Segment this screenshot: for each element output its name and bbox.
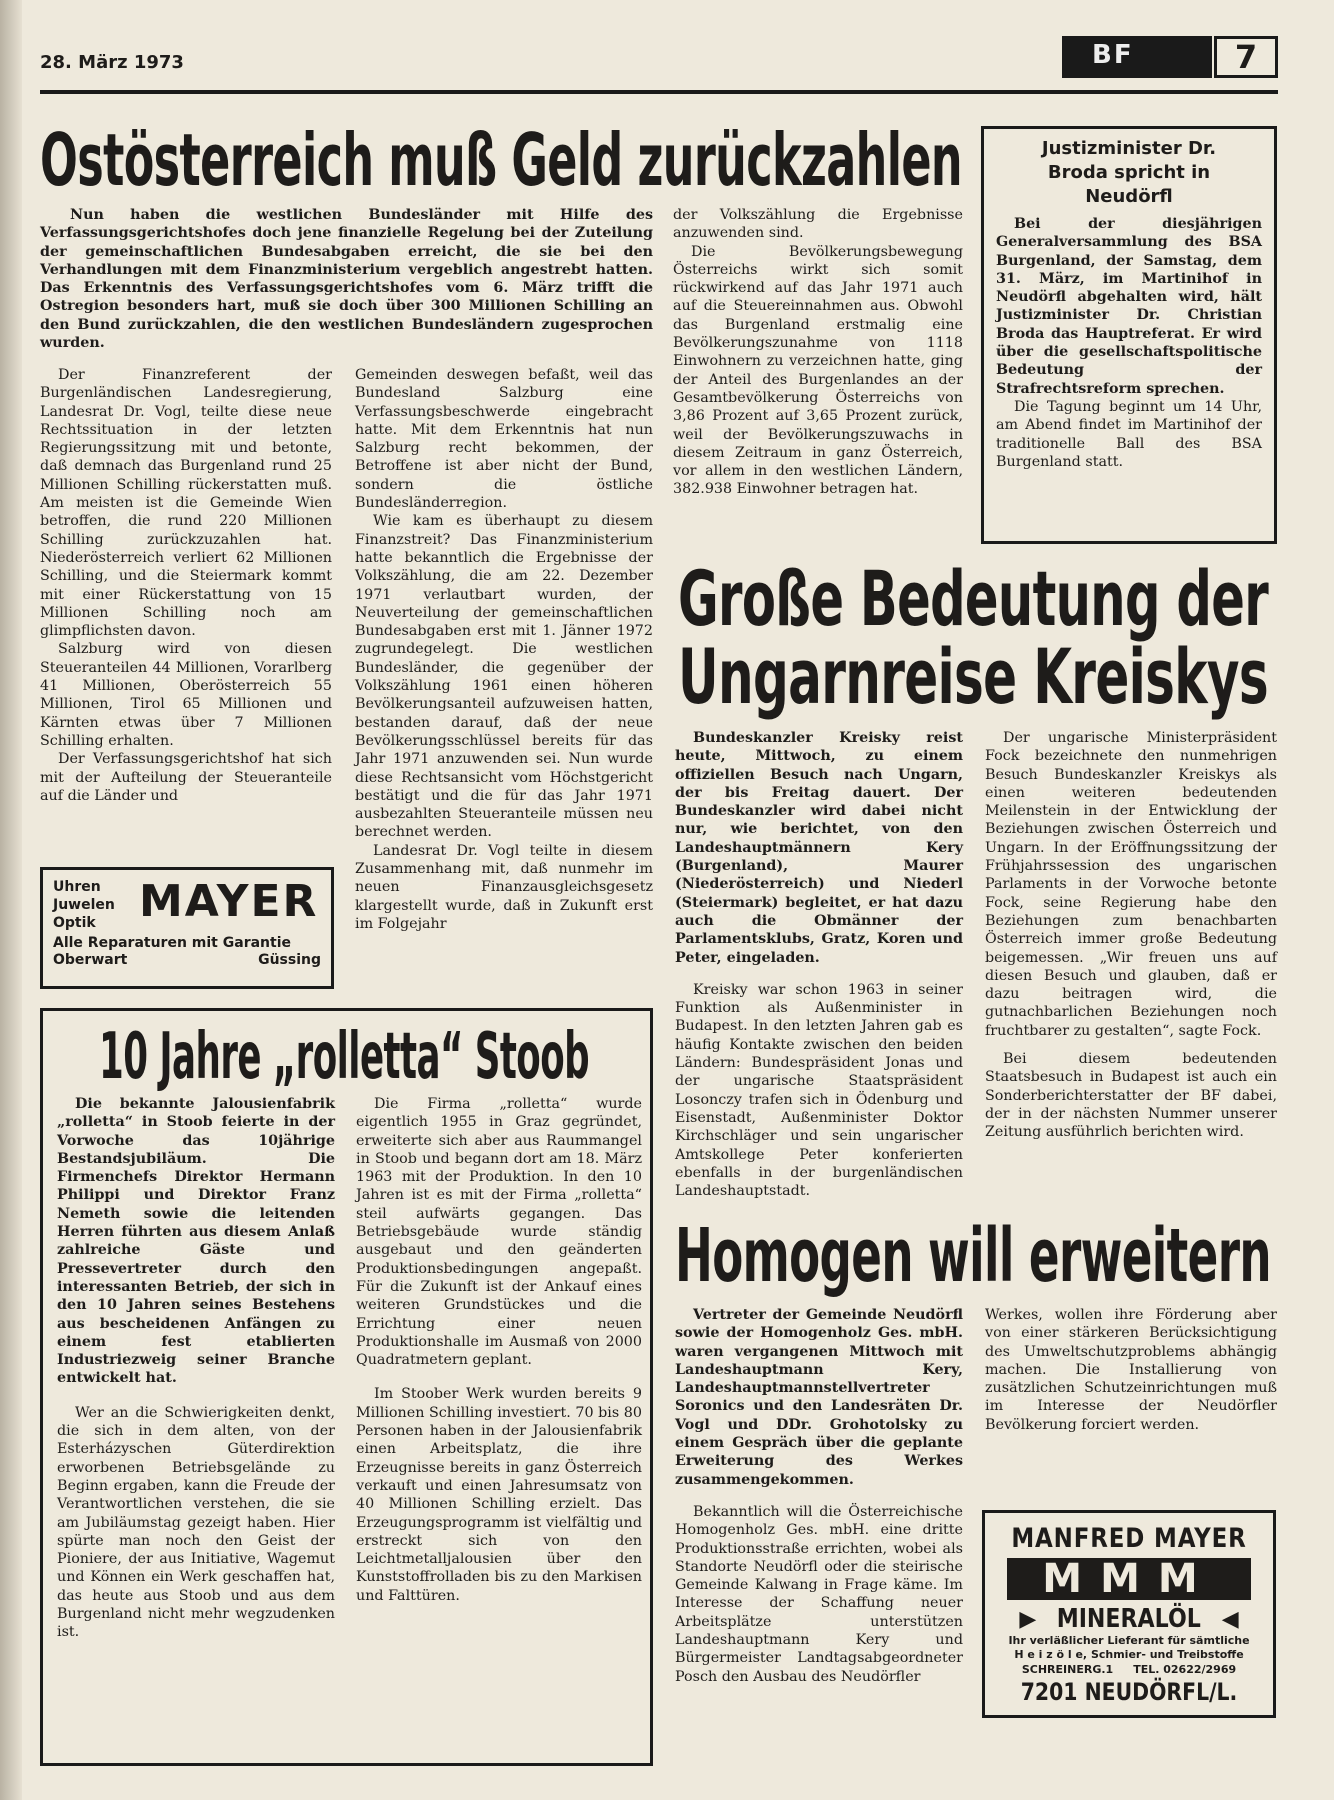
broda-box: [981, 126, 1277, 544]
paper-logo: BF: [1062, 36, 1212, 78]
ad-slogan: Alle Reparaturen mit Garantie: [53, 935, 291, 951]
kreisky-headline-line2: Ungarnreise Kreiskys: [678, 632, 1268, 721]
paragraph: Die bekannte Jalousienfabrik „rolletta“ in Stoob feierte in der Vorwoche das 10jährige Bestandsjubiläum. Die Firmenchefs Direktor Hermann Philippi und Direktor Franz Nemeth sowie die leitenden Herren führten aus diesem Anlaß zahlreiche Gäste und Pressevertreter durch den interessanten Betrieb, der sich in den 10 Jahren seines Bestehens aus bescheidenen Anfängen zu einem fest etablierten Industriezweig seiner Branche entwickelt hat.: [57, 1096, 335, 1387]
paragraph: Der ungarische Ministerpräsident Fock bezeichnete den nunmehrigen Besuch Bundeskanzler Kreiskys als einen weiteren bedeutenden Meilenstein in der Entwicklung der Beziehungen zwischen Österreich und Ungarn. In der Eröffnungssitzung der Frühjahrssession des ungarischen Parlaments in der Vorwoche betonte Fock, seine Regierung habe den Beziehungen zum benachbarten Österreich immer große Bedeutung beigemessen. „Wir freuen uns auf diesen Besuch und glauben, daß er dazu beitragen wird, die gutnachbarlichen Beziehungen noch fruchtbarer zu gestalten“, sagte Fock.: [985, 730, 1277, 1039]
ad-name: MANFRED MAYER: [1011, 1523, 1247, 1554]
ad-line: Uhren: [53, 879, 101, 895]
broda-lead: Bei der diesjährigen Generalversammlung des BSA Burgenland, der Samstag, dem 31. März, im Martinihof in Neudörfl abgehalten wird, hält Justizminister Dr. Christian Broda das Hauptreferat. Er wird über die gesellschaftspolitische Bedeutung der Strafrechtsreform sprechen.: [996, 216, 1262, 397]
ad-name: MAYER: [139, 876, 319, 927]
mayer-ad: [40, 867, 334, 989]
article1-headline: Ostösterreich muß Geld zurückzahlen: [40, 118, 962, 202]
rolletta-box: [40, 1008, 653, 1766]
kreisky-headline: [678, 554, 1334, 721]
ad-address: SCHREINERG.1: [1021, 1663, 1114, 1676]
paragraph: der Volkszählung die Ergebnisse anzuwenden sind.: [673, 207, 963, 242]
ad-town: 7201 NEUDÖRFL/L.: [1020, 1678, 1238, 1706]
page-number: 7: [1214, 36, 1278, 78]
ad-product: MINERALÖL: [1056, 1604, 1202, 1634]
homogen-headline: Homogen will erweitern: [675, 1213, 1271, 1299]
ad-line-2: H e i z ö l e, Schmier- und Treibstoffe: [1014, 1648, 1244, 1661]
ad-line: Juwelen: [53, 897, 115, 913]
paragraph: Werkes, wollen ihre Förderung aber von einer stärkeren Berücksichtigung des Umweltschutzproblems abhängig machen. Die Installierung von zusätzlichen Schutzeinrichtungen muß im Interesse der Neudörfler Bevölkerung forciert werden.: [985, 1307, 1277, 1433]
homogen-col1: [675, 1306, 963, 1686]
paragraph: Gemeinden deswegen befaßt, weil das Bundesland Salzburg eine Verfassungsbeschwerde eingebracht hatte. Mit dem Erkenntnis hat nun Salzburg recht bekommen, der Betroffene ist aber nicht der Bund, sondern die östliche Bundesländerregion.: [355, 367, 653, 512]
paragraph: Bei diesem bedeutenden Staatsbesuch in Budapest ist auch ein Sonderberichterstatter der BF dabei, der in der nächsten Nummer unserer Zeitung ausführlich berichten wird.: [985, 1051, 1277, 1141]
homogen-headline-wrap: [675, 1213, 1334, 1299]
paragraph: Bekanntlich will die Österreichische Homogenholz Ges. mbH. eine dritte Produktionsstraße errichten, wobei als Standorte Neudörfl oder die steirische Gemeinde Kalwang in Frage käme. Im Interesse der Schaffung neuer Arbeitsplätze unterstützen Landeshauptmann Kery und Bürgermeister Landtagsabgeordneter Posch den Ausbau des Neudörfler: [675, 1503, 963, 1685]
paragraph: Kreisky war schon 1963 in seiner Funktion als Außenminister in Budapest. In den letzten Jahren gab es häufig Kontakte zwischen den beiden Ländern: Bundespräsident Jonas und der ungarische Staatspräsident Losonczy trafen sich in Ödenburg und Eisenstadt, Außenminister Doktor Kirchschläger und sein ungarischer Amtskollege Peter konferierten ebenfalls in der burgenländischen Landeshauptstadt.: [675, 981, 963, 1200]
arrow-right-icon: ▶: [1019, 1606, 1037, 1632]
ad-line: Optik: [53, 915, 96, 931]
paragraph: Salzburg wird von diesen Steueranteilen 44 Millionen, Vorarlberg 41 Millionen, Oberösterreich 55 Millionen, Tirol 65 Millionen und Kärnten etwas über 7 Millionen Schilling erhalten.: [40, 641, 332, 749]
ad-line-1: Ihr verläßlicher Lieferant für sämtliche: [1008, 1634, 1250, 1647]
paragraph: Der Finanzreferent der Burgenländischen Landesregierung, Landesrat Dr. Vogl, teilte diese neue Rechtssituation in der letzten Regierungssitzung mit und betonte, daß demnach das Burgenland rund 25 Millionen Schilling rückerstatten muß. Am meisten ist die Gemeinde Wien betroffen, die rund 220 Millionen Schilling zurückzuzahlen hat. Niederösterreich verliert 62 Millionen Schilling, und die Steiermark kommt mit einer Rückerstattung von 15 Millionen Schilling noch am glimpflichsten davon.: [40, 367, 332, 640]
kreisky-col2: [985, 729, 1277, 1142]
paragraph: Die Bevölkerungsbewegung Österreichs wirkt sich somit rückwirkend auf das Jahr 1971 auch auf die Steuereinnahmen aus. Obwohl das Burgenland erstmalig eine Bevölkerungszunahme von 1118 Einwohnern zu verzeichnen hatte, ging der Anteil des Burgenlandes an der Gesamtbevölkerung Österreichs von 3,86 Prozent auf 3,65 Prozent zurück, weil der Bevölkerungszuwachs in diesem Zeitraum in ganz Österreich, vor allem in den westlichen Ländern, 382.938 Einwohner betragen hat.: [673, 243, 963, 498]
issue-date: 28. März 1973: [40, 52, 184, 73]
article1-col3: [673, 206, 963, 499]
broda-headline: Justizminister Dr. Broda spricht in Neudörfl: [1041, 138, 1217, 207]
ad-town-2: Güssing: [258, 952, 321, 968]
paragraph: Im Stoober Werk wurden bereits 9 Millionen Schilling investiert. 70 bis 80 Personen haben in der Jalousienfabrik einen Arbeitsplatz, die ihre Erzeugnisse bereits in ganz Österreich verkauft und einen Jahresumsatz von 40 Millionen Schilling erzielt. Das Erzeugungsprogramm ist vielfältig und erstreckt sich von den Leichtmetalljalousien über den Kunststoffrolladen bis zu den Markisen und Falttüren.: [356, 1386, 642, 1604]
paragraph: Die Firma „rolletta“ wurde eigentlich 1955 in Graz gegründet, erweiterte sich aber aus Raummangel in Stoob und begann dort am 18. März 1963 mit der Produktion. In den 10 Jahren ist es mit der Firma „rolletta“ steil aufwärts gegangen. Das Betriebsgebäude wurde ständig ausgebaut und den geänderten Produktionsbedingungen angepaßt. Für die Zukunft ist der Ankauf eines weiteren Grundstückes und die Errichtung einer neuen Produktionshalle im Ausmaß von 2000 Quadratmetern geplant.: [356, 1096, 642, 1369]
manfred-mayer-ad: [982, 1510, 1276, 1718]
arrow-left-icon: ◀: [1221, 1606, 1239, 1632]
kreisky-col1: [675, 729, 963, 1200]
paragraph: Der Verfassungsgerichtshof hat sich mit der Aufteilung der Steueranteile auf die Länder und: [40, 751, 332, 804]
rolletta-headline-wrap: [99, 1020, 979, 1094]
paragraph: Vertreter der Gemeinde Neudörfl sowie der Homogenholz Ges. mbH. waren vergangenen Mittwoch mit Landeshauptmann Kery, Landeshauptmannstellvertreter Soronics und den Landesräten Dr. Vogl und DDr. Grohotolsky zu einem Gespräch über die geplante Erweiterung des Werkes zusammengekommen.: [675, 1307, 963, 1488]
article1-col1: [40, 366, 332, 805]
rolletta-headline: 10 Jahre „rolletta“ Stoob: [99, 1020, 590, 1094]
homogen-col2: [985, 1306, 1277, 1434]
kreisky-headline-line1: Große Bedeutung der: [678, 554, 1269, 643]
page-edge: [0, 0, 22, 1800]
paragraph: Wer an die Schwierigkeiten denkt, die sich in dem alten, von der Esterházyschen Güterdirektion erworbenen Betriebsgelände zu Beginn ergaben, kann die Freude der Verantwortlichen verstehen, die sie am Jubiläumstag gezeigt haben. Hier spürte man noch den Geist der Pioniere, der aus Initiative, Wagemut und Können ein Werk geschaffen hat, das heute aus Stoob und aus dem Burgenland nicht mehr wegzudenken ist.: [57, 1404, 335, 1641]
paragraph: Bundeskanzler Kreisky reist heute, Mittwoch, zu einem offiziellen Besuch nach Ungarn, der bis Freitag dauert. Der Bundeskanzler wird dabei nicht nur, wie berichtet, von den Landeshauptmännern Kery (Burgenland), Maurer (Niederösterreich) und Niederl (Steiermark) begleitet, er hat dazu auch die Obmänner der Parlamentsklubs, Gratz, Koren und Peter, eingeladen.: [675, 730, 963, 966]
article1-lead: Nun haben die westlichen Bundesländer mit Hilfe des Verfassungsgerichtshofes doch jene finanzielle Regelung bei der Zuteilung der gemeinschaftlichen Bundesabgaben erreicht, die sie bei den Verhandlungen mit dem Finanzministerium vergeblich angestrebt hatten. Das Erkenntnis des Verfassungsgerichtshofes vom 6. März trifft die Ostregion besonders hart, muß sie doch über 300 Millionen Schilling an den Bund zurückzahlen, die den westlichen Bundesländern zugesprochen wurden.: [40, 207, 653, 352]
broda-body: Die Tagung beginnt um 14 Uhr, am Abend findet im Martinihof der traditionelle Ball des BSA Burgenland statt.: [996, 398, 1262, 470]
paragraph: Landesrat Dr. Vogl teilte in diesem Zusammenhang mit, daß nunmehr im neuen Finanzausgleichsgesetz klargestellt wurde, daß in Zukunft erst im Folgejahr: [355, 842, 653, 932]
rolletta-col2: [356, 1095, 642, 1605]
header-rule: [40, 90, 1278, 94]
ad-town-1: Oberwart: [53, 952, 128, 968]
ad-logo: MMM: [1007, 1558, 1251, 1600]
article1-col2: [355, 366, 653, 933]
paragraph: Wie kam es überhaupt zu diesem Finanzstreit? Das Finanzministerium hatte bekanntlich die Ergebnisse der Volkszählung, die am 22. Dezember 1971 verlautbart wurden, der Neuverteilung der gemeinschaftlichen Bundesabgaben erst mit 1. Jänner 1972 zugrundegelegt. Die westlichen Bundesländer, die gegenüber der Volkszählung 1961 einen höheren Bevölkerungsanteil aufzuweisen hatten, bestanden darauf, daß der neue Bevölkerungsschlüssel bereits für das Jahr 1971 anzuwenden sei. Nun wurde diese Rechtsansicht vom Höchstgericht bestätigt und die für das Jahr 1971 ausbezahlten Steueranteile müssen neu berechnet werden.: [355, 513, 653, 841]
ad-phone: TEL. 02622/2969: [1133, 1663, 1237, 1676]
rolletta-col1: [57, 1095, 335, 1642]
